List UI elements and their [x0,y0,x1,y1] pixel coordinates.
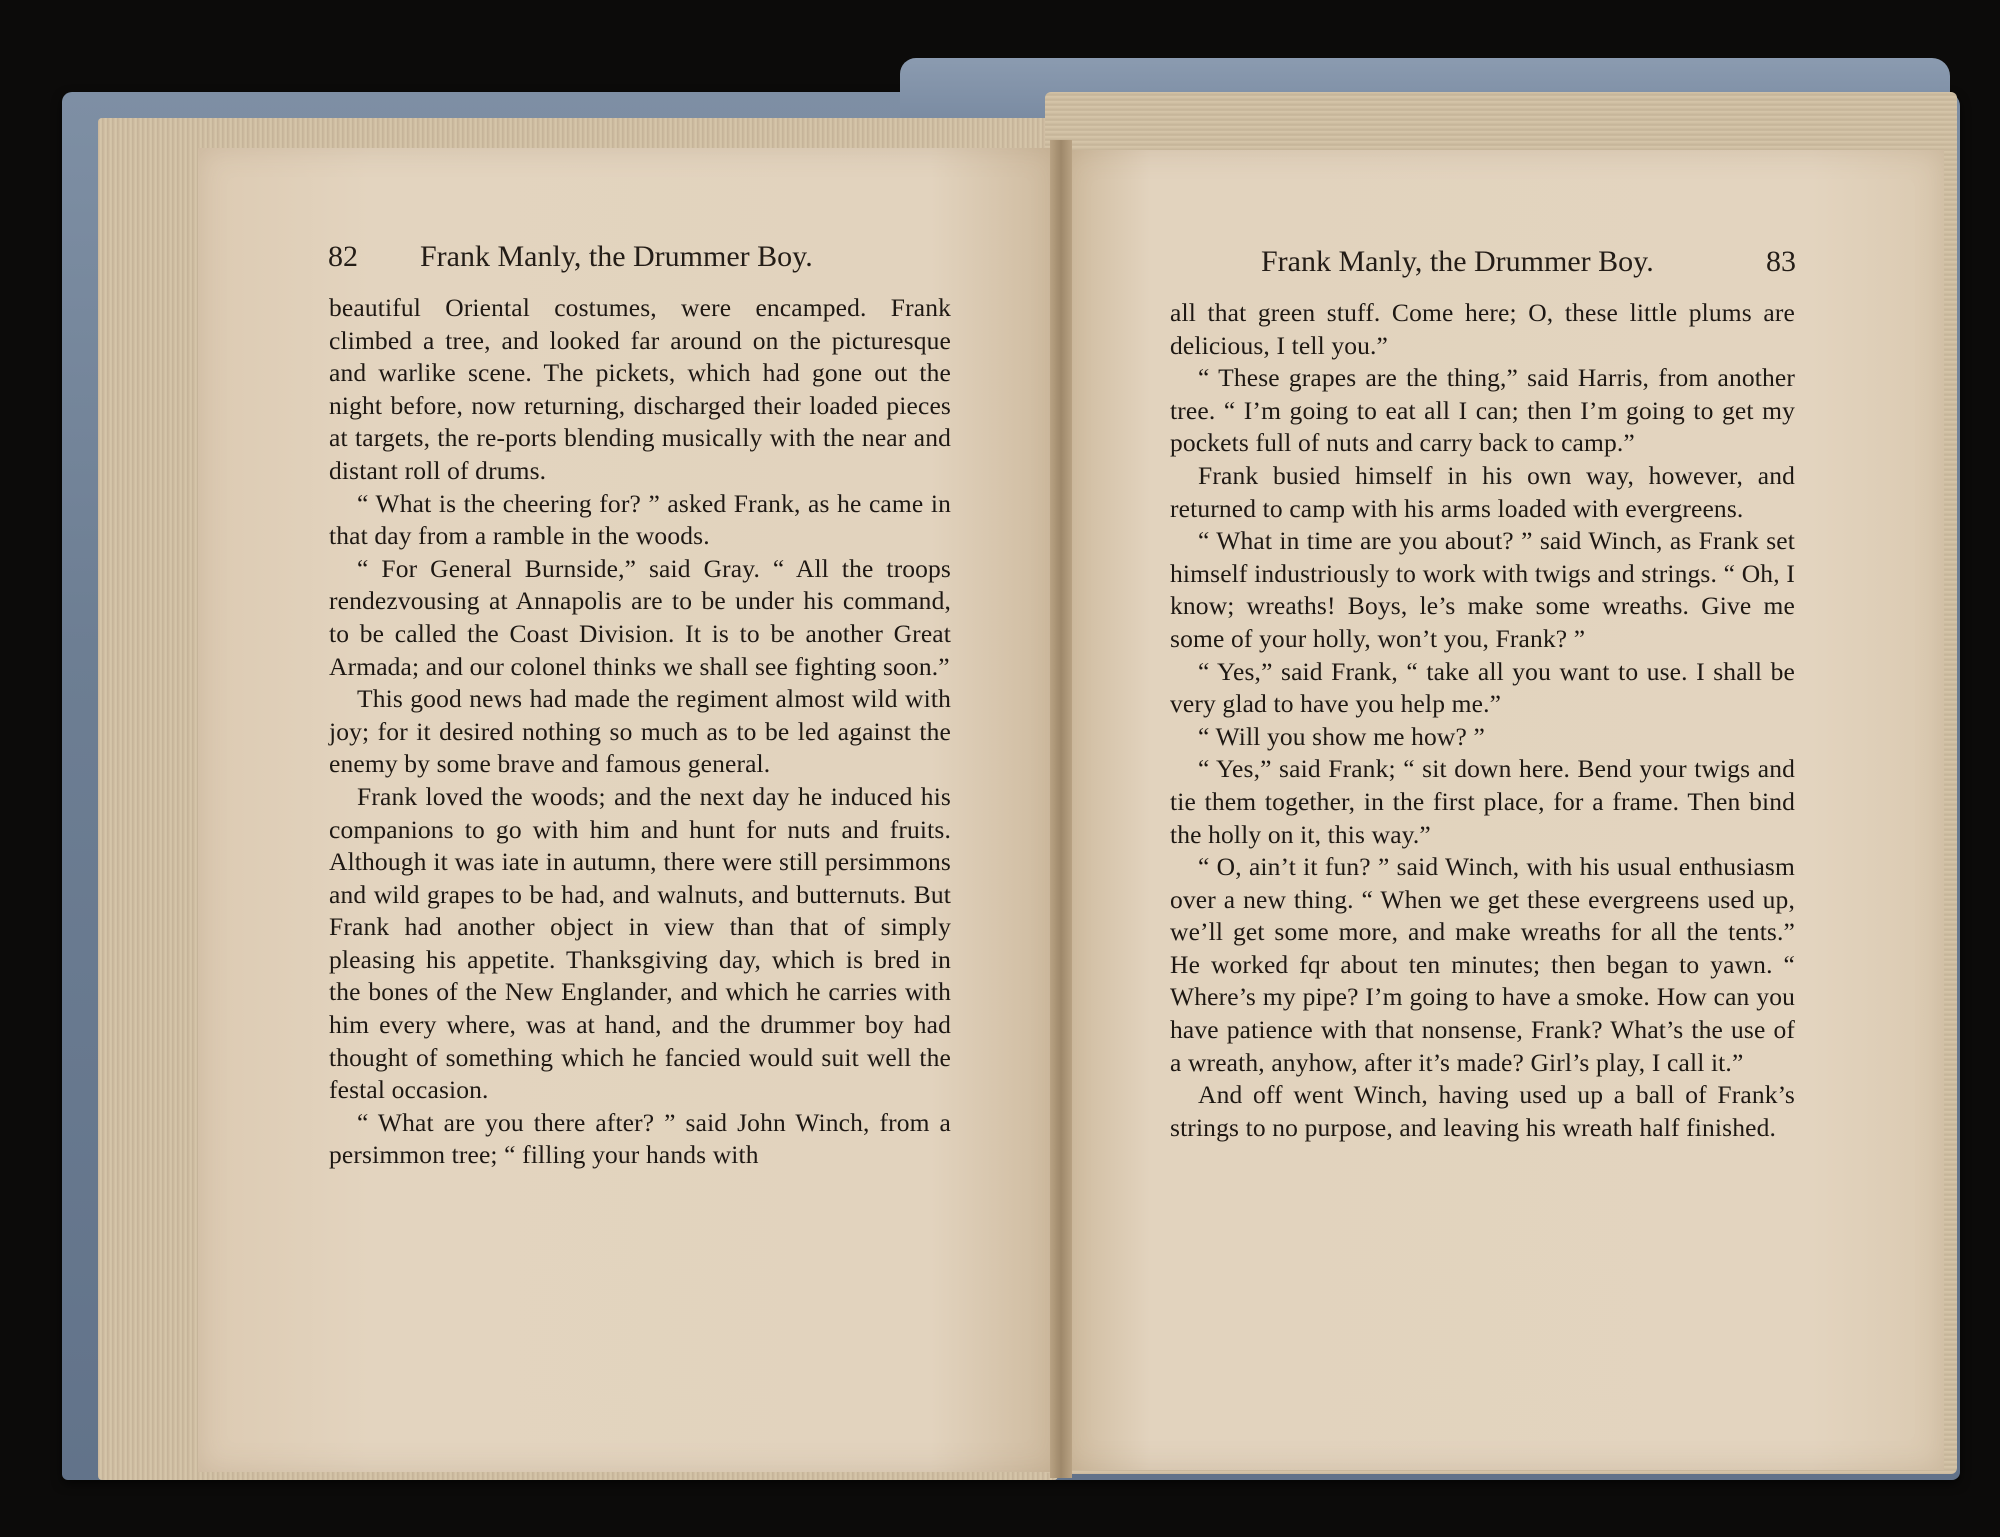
paragraph: “ What are you there after? ” said John Winch, from a persimmon tree; “ filling your hands with [329,1107,951,1170]
paragraph: beautiful Oriental costumes, were encamped. Frank climbed a tree, and looked far around on the picturesque and warlike scene. The pickets, which had gone out the night before, now returning, discharged their loaded pieces at targets, the re-ports blending musically with the near and distant roll of drums. [329,293,951,485]
paragraph: “ O, ain’t it fun? ” said Winch, with his usual enthusiasm over a new thing. “ When we get these evergreens used up, we’ll get some more, and make wreaths for all the tents.” He worked fqr about ten minutes; then began to yawn. “ Where’s my pipe? I’m going to have a smoke. How can you have patience with that nonsense, Frank? What’s the use of a wreath, anyhow, after it’s made? Girl’s play, I call it.” [1170,852,1795,1077]
paragraph: “ What is the cheering for? ” asked Frank, as he came in that day from a ramble in the woods. [329,488,951,551]
book-gutter [1050,140,1072,1478]
paragraph: “ For General Burnside,” said Gray. “ All the troops rendezvousing at Annapolis are to be under his command, to be called the Coast Division. It is to be another Great Armada; and our colonel thinks we shall see fighting soon.” [329,553,951,681]
paragraph: And off went Winch, having used up a ball of Frank’s strings to no purpose, and leaving his wreath half finished. [1170,1080,1795,1142]
paragraph: “ What in time are you about? ” said Winch, as Frank set himself industriously to work with twigs and strings. “ Oh, I know; wreaths! Boys, le’s make some wreaths. Give me some of your holly, won’t you, Frank? ” [1170,526,1795,653]
left-page-number: 82 [328,240,358,273]
paragraph: Frank loved the woods; and the next day he induced his companions to go with him and hunt for nuts and fruits. Although it was iate in autumn, there were still persimmons and wild grapes to be had, and walnuts, and butternuts. But Frank had another object in view than that of simply pleasing his appetite. Thanksgiving day, which is bred in the bones of the New Englander, and which he carries with him every where, was at hand, and the drummer boy had thought of something which he fancied would suit well the festal occasion. [329,781,951,1105]
paragraph: “ Yes,” said Frank; “ sit down here. Bend your twigs and tie them together, in the first place, for a frame. Then bind the holly on it, this way.” [1170,754,1795,849]
paragraph: “ Yes,” said Frank, “ take all you want to use. I shall be very glad to have you help me.” [1170,656,1795,719]
left-running-title: Frank Manly, the Drummer Boy. [420,240,813,273]
paragraph: “ Will you show me how? ” [1198,721,1485,751]
paragraph: This good news had made the regiment almost wild with joy; for it desired nothing so much as to be led against the enemy by some brave and famous general. [329,684,951,779]
right-page-number: 83 [1766,245,1796,278]
paragraph: Frank busied himself in his own way, however, and returned to camp with his arms loaded with evergreens. [1170,460,1795,523]
paragraph: “ These grapes are the thing,” said Harris, from another tree. “ I’m going to eat all I can; then I’m going to get my pockets full of nuts and carry back to camp.” [1170,363,1795,458]
left-page-body [329,292,951,1172]
paragraph: all that green stuff. Come here; O, these little plums are delicious, I tell you.” [1170,298,1795,360]
right-page-body [1170,297,1795,1144]
right-running-title: Frank Manly, the Drummer Boy. [1261,245,1654,278]
